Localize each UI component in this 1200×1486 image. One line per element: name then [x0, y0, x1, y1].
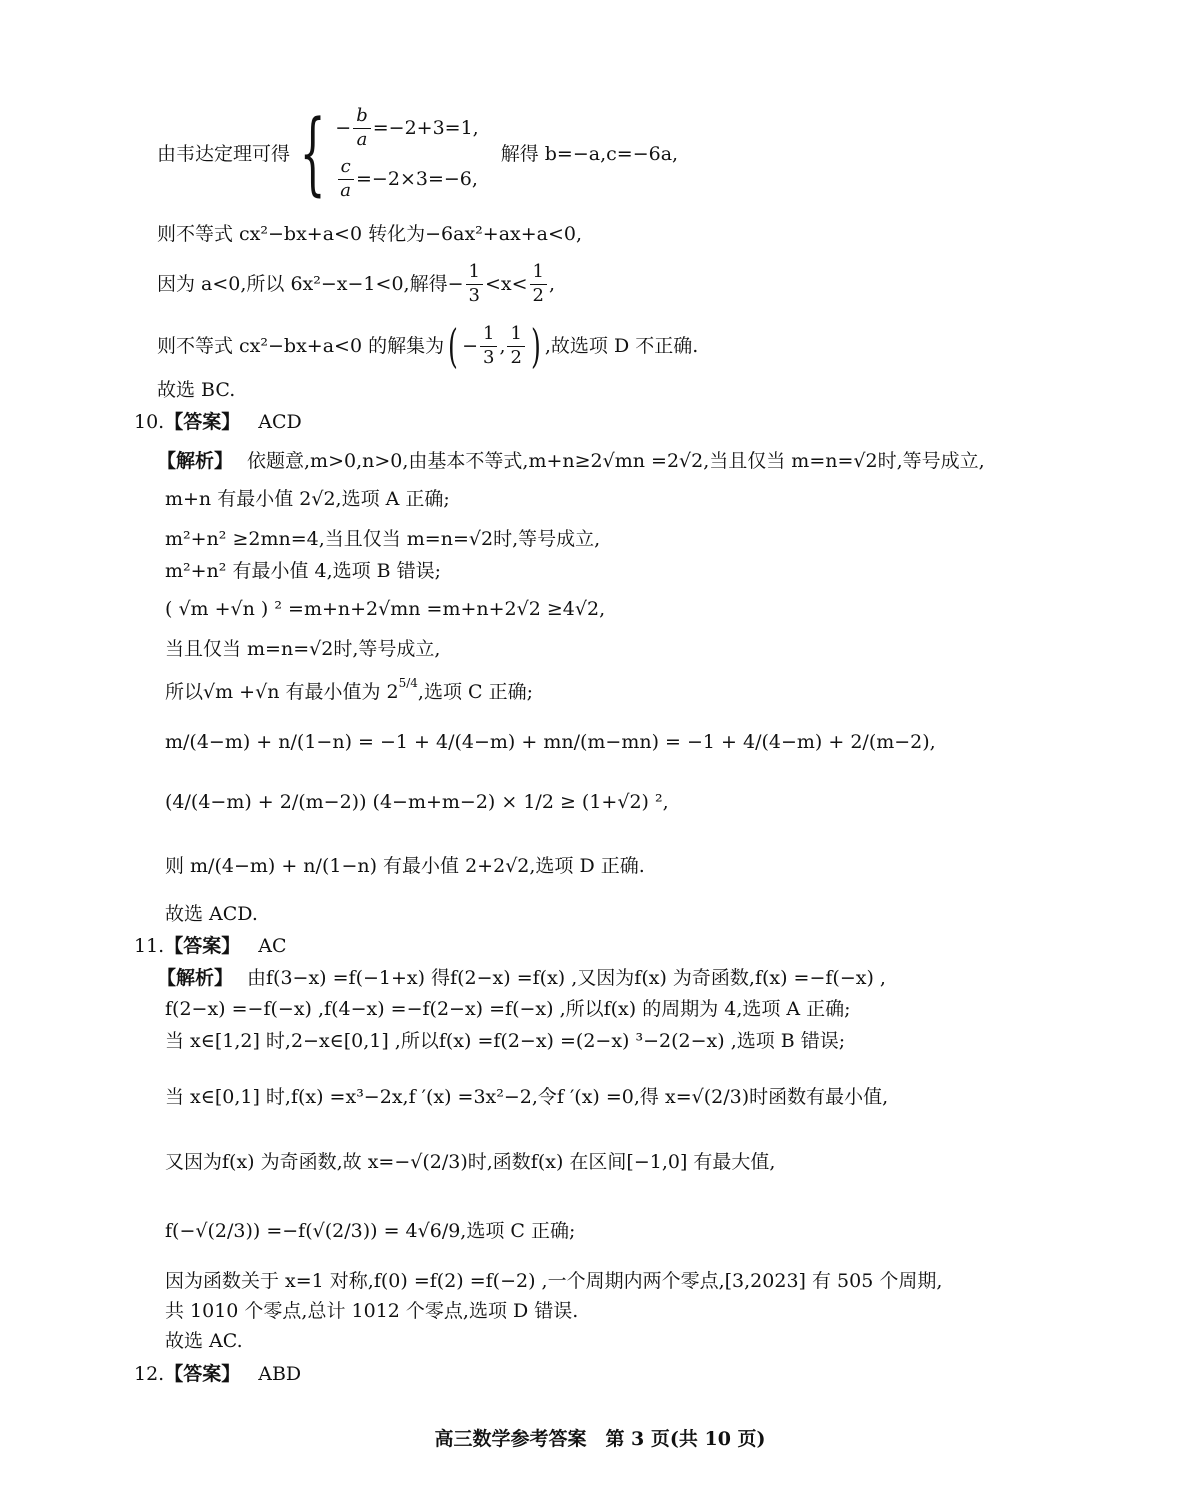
q10-line-9: (4/(4−m) + 2/(m−2)) (4−m+m−2) × 1/2 ≥ (1+√2) ²,	[165, 791, 669, 813]
q9-l2-b: <x<	[484, 272, 528, 295]
q10-num: 10.	[134, 411, 165, 433]
q10-line-4: m²+n² 有最小值 4,选项 B 错误;	[165, 560, 442, 582]
q11-analysis-1	[157, 969, 886, 988]
answer-value: ACD	[258, 411, 302, 433]
page-footer: 高三数学参考答案 第 3 页(共 10 页)	[434, 1428, 766, 1450]
frac-one-half	[507, 322, 524, 368]
q10-analysis-1	[157, 452, 985, 471]
q10-line-6: 当且仅当 m=n=√2时,等号成立,	[165, 638, 441, 660]
q10-answer	[134, 413, 302, 432]
vieta-lead: 由韦达定理可得	[157, 142, 291, 165]
num: 1	[480, 325, 497, 347]
den: 3	[468, 284, 480, 306]
q10-l7-a: 所以√m +√n 有最小值为 2	[165, 681, 399, 703]
answer-value: ABD	[258, 1363, 302, 1385]
analysis-label: 【解析】	[157, 450, 234, 472]
q10-line-7	[165, 675, 533, 703]
q9-line-4: 故选 BC.	[157, 379, 236, 401]
q12-answer	[134, 1365, 301, 1384]
q10-line-2: m+n 有最小值 2√2,选项 A 正确;	[165, 488, 450, 510]
analysis-label: 【解析】	[157, 967, 234, 989]
q10-l7-b: ,选项 C 正确;	[417, 681, 533, 703]
num: 1	[530, 263, 547, 285]
equation-1: − $\frac{b}{a}$ =−2+3=1,	[335, 105, 479, 151]
q10-l1: 依题意,m>0,n>0,由基本不等式,m+n≥2√mn =2√2,当且仅当 m=n=√2时,等号成立,	[247, 450, 985, 472]
eq2-num: c	[338, 158, 354, 180]
q11-num: 11.	[134, 935, 165, 957]
eq2-rest: =−2×3=−6,	[356, 167, 478, 190]
q10-line-5: ( √m +√n ) ² =m+n+2√mn =m+n+2√2 ≥4√2,	[165, 598, 606, 620]
answer-label: 【答案】	[164, 1363, 241, 1385]
q10-line-3: m²+n² ≥2mn=4,当且仅当 m=n=√2时,等号成立,	[165, 528, 601, 550]
q11-line-7: 因为函数关于 x=1 对称,f(0) =f(2) =f(−2) ,一个周期内两个零点,[3,2023] 有 505 个周期,	[165, 1270, 943, 1292]
q11-l1: 由f(3−x) =f(−1+x) 得f(2−x) =f(x) ,又因为f(x) 为奇函数,f(x) =−f(−x) ,	[247, 967, 886, 989]
answer-value: AC	[258, 935, 287, 957]
den: 2	[510, 346, 522, 368]
answer-label: 【答案】	[164, 411, 241, 433]
minus: −	[462, 334, 478, 357]
left-paren: (	[448, 319, 459, 373]
q11-line-8: 共 1010 个零点,总计 1012 个零点,选项 D 错误.	[165, 1300, 579, 1322]
q11-line-2: f(2−x) =−f(−x) ,f(4−x) =−f(2−x) =f(−x) ,所以f(x) 的周期为 4,选项 A 正确;	[165, 998, 851, 1020]
q9-line-3	[157, 319, 699, 373]
q10-line-11: 故选 ACD.	[165, 903, 258, 925]
frac-one-half	[530, 260, 547, 306]
exponent: 5/4	[398, 675, 418, 690]
vieta-system	[157, 98, 678, 210]
q9-l2-c: ,	[548, 272, 556, 295]
eq1-num: b	[353, 107, 371, 129]
den: 2	[532, 284, 544, 306]
q12-num: 12.	[134, 1363, 165, 1385]
q9-l3-b: ,故选项 D 不正确.	[544, 334, 699, 357]
vieta-solve: 解得 b=−a,c=−6a,	[500, 142, 679, 165]
eq2-den: a	[340, 179, 352, 201]
q11-line-6: f(−√(2/3)) =−f(√(2/3)) = 4√6/9,选项 C 正确;	[165, 1220, 576, 1242]
q11-line-4: 当 x∈[0,1] 时,f(x) =x³−2x,f ′(x) =3x²−2,令f ′(x) =0,得 x=√(2/3)时函数有最小值,	[165, 1086, 889, 1108]
frac-one-third	[480, 322, 497, 368]
num: 1	[466, 263, 483, 285]
q9-l3-a: 则不等式 cx²−bx+a<0 的解集为	[157, 334, 445, 357]
comma: ,	[499, 334, 506, 357]
q11-answer	[134, 937, 287, 956]
right-paren: )	[530, 319, 541, 373]
equation-2	[335, 158, 478, 201]
left-brace: {	[299, 101, 326, 206]
q10-line-10: 则 m/(4−m) + n/(1−n) 有最小值 2+2√2,选项 D 正确.	[165, 855, 645, 877]
eq1-rest: =−2+3=1,	[372, 117, 479, 140]
den: 3	[482, 346, 495, 368]
q11-line-9: 故选 AC.	[165, 1330, 243, 1352]
q9-l2-a: 因为 a<0,所以 6x²−x−1<0,解得−	[157, 272, 464, 295]
q9-line-2	[157, 262, 555, 306]
equation-system	[335, 107, 478, 201]
q9-line-1: 则不等式 cx²−bx+a<0 转化为−6ax²+ax+a<0,	[157, 223, 583, 245]
q11-line-5: 又因为f(x) 为奇函数,故 x=−√(2/3)时,函数f(x) 在区间[−1,0] 有最大值,	[165, 1151, 776, 1173]
num: 1	[507, 325, 524, 347]
q10-line-8: m/(4−m) + n/(1−n) = −1 + 4/(4−m) + mn/(m−mn) = −1 + 4/(4−m) + 2/(m−2),	[165, 731, 936, 753]
q11-line-3: 当 x∈[1,2] 时,2−x∈[0,1] ,所以f(x) =f(2−x) =(2−x) ³−2(2−x) ,选项 B 错误;	[165, 1030, 846, 1052]
eq1-den: a	[356, 129, 368, 151]
answer-label: 【答案】	[164, 935, 241, 957]
frac-one-third	[466, 260, 483, 306]
